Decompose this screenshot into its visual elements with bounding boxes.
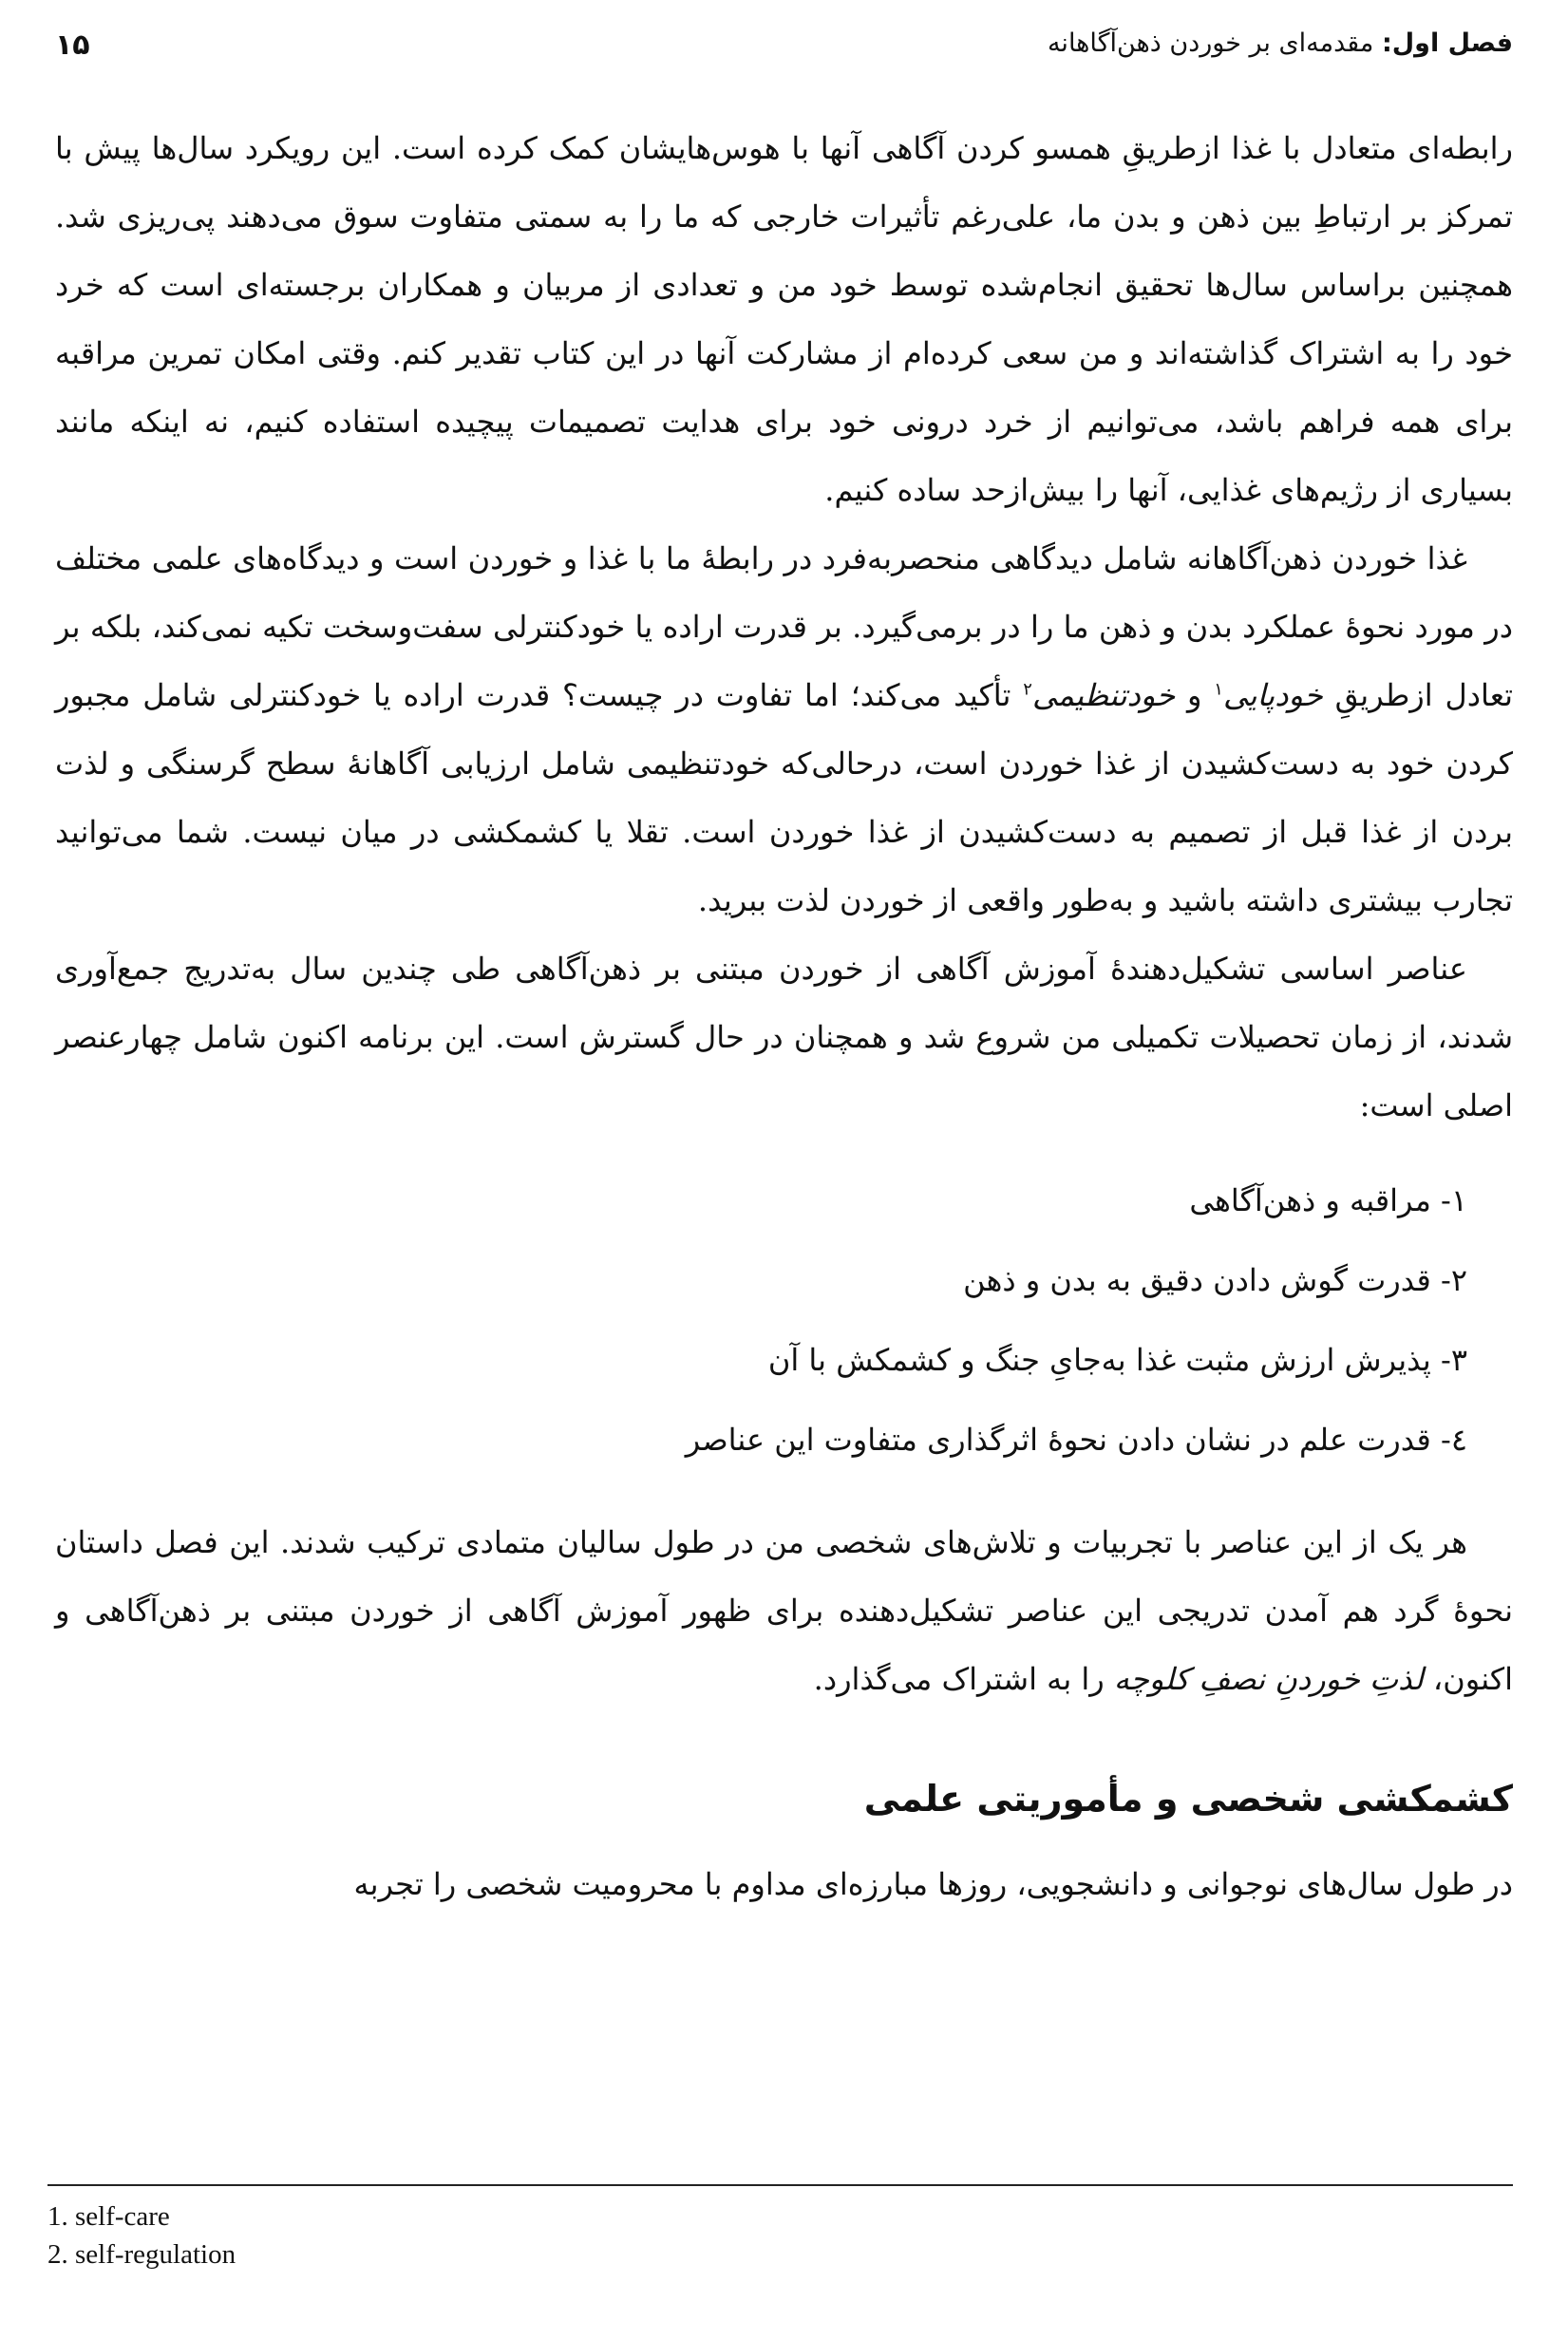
book-title: لذتِ خوردنِ نصفِ کلوچه <box>1113 1661 1424 1697</box>
footnotes <box>47 2184 1513 2273</box>
term-self-care: خودپایی <box>1222 677 1323 713</box>
paragraph: در طول سال‌های نوجوانی و دانشجویی، روزها مبارزه‌ای مداوم با محرومیت شخصی را تجربه <box>353 1866 1513 1902</box>
chapter-title <box>1048 28 1513 58</box>
list-item: ۳- پذیرش ارزش مثبت غذا به‌جایِ جنگ و کشمکش با آن <box>767 1342 1467 1378</box>
chapter-label: فصل اول: <box>1381 28 1513 58</box>
list-item: ٤- قدرت علم در نشان دادن نحوهٔ اثرگذاری متفاوت این عناصر <box>685 1422 1467 1458</box>
paragraph-text: هر یک از این عناصر با تجربیات و تلاش‌های شخصی من در طول سالیان متمادی ترکیب شدند. این فصل داستان نحوهٔ گرد هم آمدن تدریجی این عناصر تشکیل‌دهنده برای ظهور آموزش آگاهی از خوردن مبتنی بر ذهن‌آگاهی و اکنون، <box>55 1524 1514 1697</box>
paragraph <box>55 524 1513 934</box>
footnote-marker: ۱ <box>1214 679 1223 700</box>
running-header <box>55 28 1513 76</box>
paragraph-text: غذا خوردن ذهن‌آگاهانه شامل دیدگاهی منحصربه‌فرد در رابطهٔ ما با غذا و خوردن است و دیدگاه‌های علمی مختلف در مورد نحوهٔ عملکرد بدن و ذهن ما را در برمی‌گیرد. بر قدرت اراده یا خودکنترلی سفت‌وسخت تکیه نمی‌کند، بلکه بر تعادل ازطریقِ <box>55 540 1514 713</box>
term-self-regulation: خودتنظیمی <box>1031 677 1176 713</box>
paragraph <box>55 1508 1513 1713</box>
footnote: 2. self-regulation <box>47 2239 236 2270</box>
page-number: ۱۵ <box>55 28 90 62</box>
body-text <box>55 114 1513 1918</box>
section-heading: کشمکشی شخصی و مأموریتی علمی <box>863 1778 1513 1820</box>
conjunction: و <box>1187 677 1202 713</box>
list-item: ۲- قدرت گوش دادن دقیق به بدن و ذهن <box>963 1262 1467 1298</box>
paragraph: عناصر اساسی تشکیل‌دهندهٔ آموزش آگاهی از خوردن مبتنی بر ذهن‌آگاهی طی چندین سال به‌تدریج جمع‌آوری شدند، از زمان تحصیلات تکمیلی من شروع شد و همچنان در حال گسترش است. این برنامه اکنون شامل چهارعنصر اصلی است: <box>55 951 1514 1123</box>
paragraph-text: تأکید می‌کند؛ اما تفاوت در چیست؟ قدرت اراده یا خودکنترلی شامل مجبور کردن خود به دست‌کشیدن از غذا خوردن است، درحالی‌که خودتنظیمی شامل ارزیابی آگاهانهٔ سطح گرسنگی و لذت بردن از غذا قبل از تصمیم به دست‌کشیدن از غذا خوردن است. تقلا یا کشمکشی در میان نیست. شما می‌توانید تجارب بیشتری داشته باشید و به‌طور واقعی از خوردن لذت ببرید. <box>55 677 1513 918</box>
footnote-marker: ۲ <box>1023 679 1032 700</box>
list-item: ۱- مراقبه و ذهن‌آگاهی <box>1189 1182 1467 1218</box>
paragraph-text: را به اشتراک می‌گذارد. <box>813 1661 1105 1697</box>
footnote: 1. self-care <box>47 2201 170 2232</box>
chapter-name: مقدمه‌ای بر خوردن ذهن‌آگاهانه <box>1047 28 1374 58</box>
paragraph: رابطه‌ای متعادل با غذا ازطریقِ همسو کردن آگاهی آنها با هوس‌هایشان کمک کرده است. این رویکرد سال‌ها پیش با تمرکز بر ارتباطِ بین ذهن و بدن ما، علی‌رغم تأثیرات خارجی که ما را به سمتی متفاوت سوق می‌دهند پی‌ریزی شد. همچنین براساس سال‌ها تحقیق انجام‌شده توسط خود من و تعدادی از مربیان و همکاران برجسته‌ای است که خرد خود را به اشتراک گذاشته‌اند و من سعی کرده‌ام از مشارکت آنها در این کتاب تقدیر کنم. وقتی امکان تمرین مراقبه برای همه فراهم باشد، می‌توانیم از خرد درونی خود برای هدایت تصمیمات پیچیده استفاده کنیم، نه اینکه مانند بسیاری از رژیم‌های غذایی، آنها را بیش‌ازحد ساده کنیم. <box>55 130 1514 508</box>
element-list <box>55 1160 1513 1480</box>
